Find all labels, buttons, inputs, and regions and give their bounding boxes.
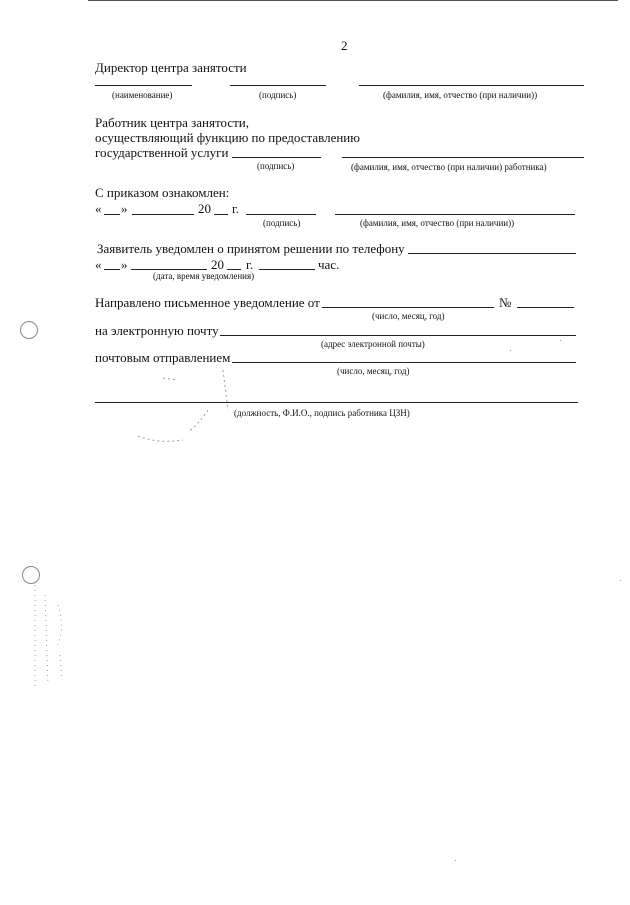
acquainted-quote-open: « [95,201,102,216]
written-notice-date-caption: (число, месяц, год) [372,311,445,321]
worker-line-1: Работник центра занятости, [95,115,249,130]
worker-signature-caption: (подпись) [257,161,295,171]
scan-speck [455,860,456,861]
post-date-line[interactable] [232,362,576,363]
top-border-line [88,0,618,1]
email-caption: (адрес электронной почты) [321,339,425,349]
post-label: почтовым отправлением [95,350,231,365]
worker-line-2: осуществляющий функцию по предоставлению [95,130,360,145]
acquainted-quote-close: » [121,201,128,216]
notified-year-line[interactable] [227,269,241,270]
worker-fio-caption: (фамилия, имя, отчество (при наличии) работника) [351,162,547,172]
scan-speck [620,580,621,581]
written-notice-date-line[interactable] [322,307,494,308]
director-name-caption: (наименование) [112,90,173,100]
acquainted-year-line[interactable] [214,214,228,215]
notified-year-suffix: г. [246,257,254,272]
written-notice-number-line[interactable] [517,307,574,308]
notified-time-line[interactable] [259,269,315,270]
acquainted-signature-caption: (подпись) [263,218,301,228]
worker-fio-line[interactable] [342,157,584,158]
worker-line-3: государственной услуги [95,145,229,160]
binder-hole-top [20,321,38,339]
acquainted-day-line[interactable] [104,214,120,215]
director-fio-line[interactable] [359,85,584,86]
notified-quote-open: « [95,257,102,272]
scan-speck [510,350,511,351]
notified-day-line[interactable] [104,269,120,270]
notified-quote-close: » [121,257,128,272]
worker-signature-line[interactable] [232,157,321,158]
director-fio-caption: (фамилия, имя, отчество (при наличии)) [383,90,538,100]
acquainted-year-suffix: г. [232,201,240,216]
director-signature-line[interactable] [230,85,326,86]
director-signature-caption: (подпись) [259,90,297,100]
acquainted-fio-caption: (фамилия, имя, отчество (при наличии)) [360,218,515,228]
director-name-line[interactable] [95,85,192,86]
written-notice-label: Направлено письменное уведомление от [95,295,320,310]
acquainted-signature-line[interactable] [246,214,316,215]
notified-phone-line[interactable] [408,253,576,254]
binder-hole-bottom [22,566,40,584]
scan-speck [560,340,561,341]
acquainted-label: С приказом ознакомлен: [95,185,230,200]
acquainted-fio-line[interactable] [335,214,575,215]
page-number: 2 [341,38,348,53]
director-title: Директор центра занятости [95,60,247,75]
post-date-caption: (число, месяц, год) [337,366,410,376]
acquainted-year-prefix: 20 [198,201,211,216]
footer-caption: (должность, Ф.И.О., подпись работника ЦЗН) [234,408,410,418]
notified-hour-suffix: час. [318,257,340,272]
email-label: на электронную почту [95,323,219,338]
notified-month-line[interactable] [131,269,207,270]
acquainted-month-line[interactable] [132,214,194,215]
notified-label: Заявитель уведомлен о принятом решении по телефону [97,241,405,256]
notified-datetime-caption: (дата, время уведомления) [153,271,255,281]
margin-scan-marks [30,585,75,695]
faint-stamp-marks [128,370,248,450]
notified-year-prefix: 20 [211,257,224,272]
email-line[interactable] [220,335,576,336]
written-notice-number-sign: № [499,295,512,310]
